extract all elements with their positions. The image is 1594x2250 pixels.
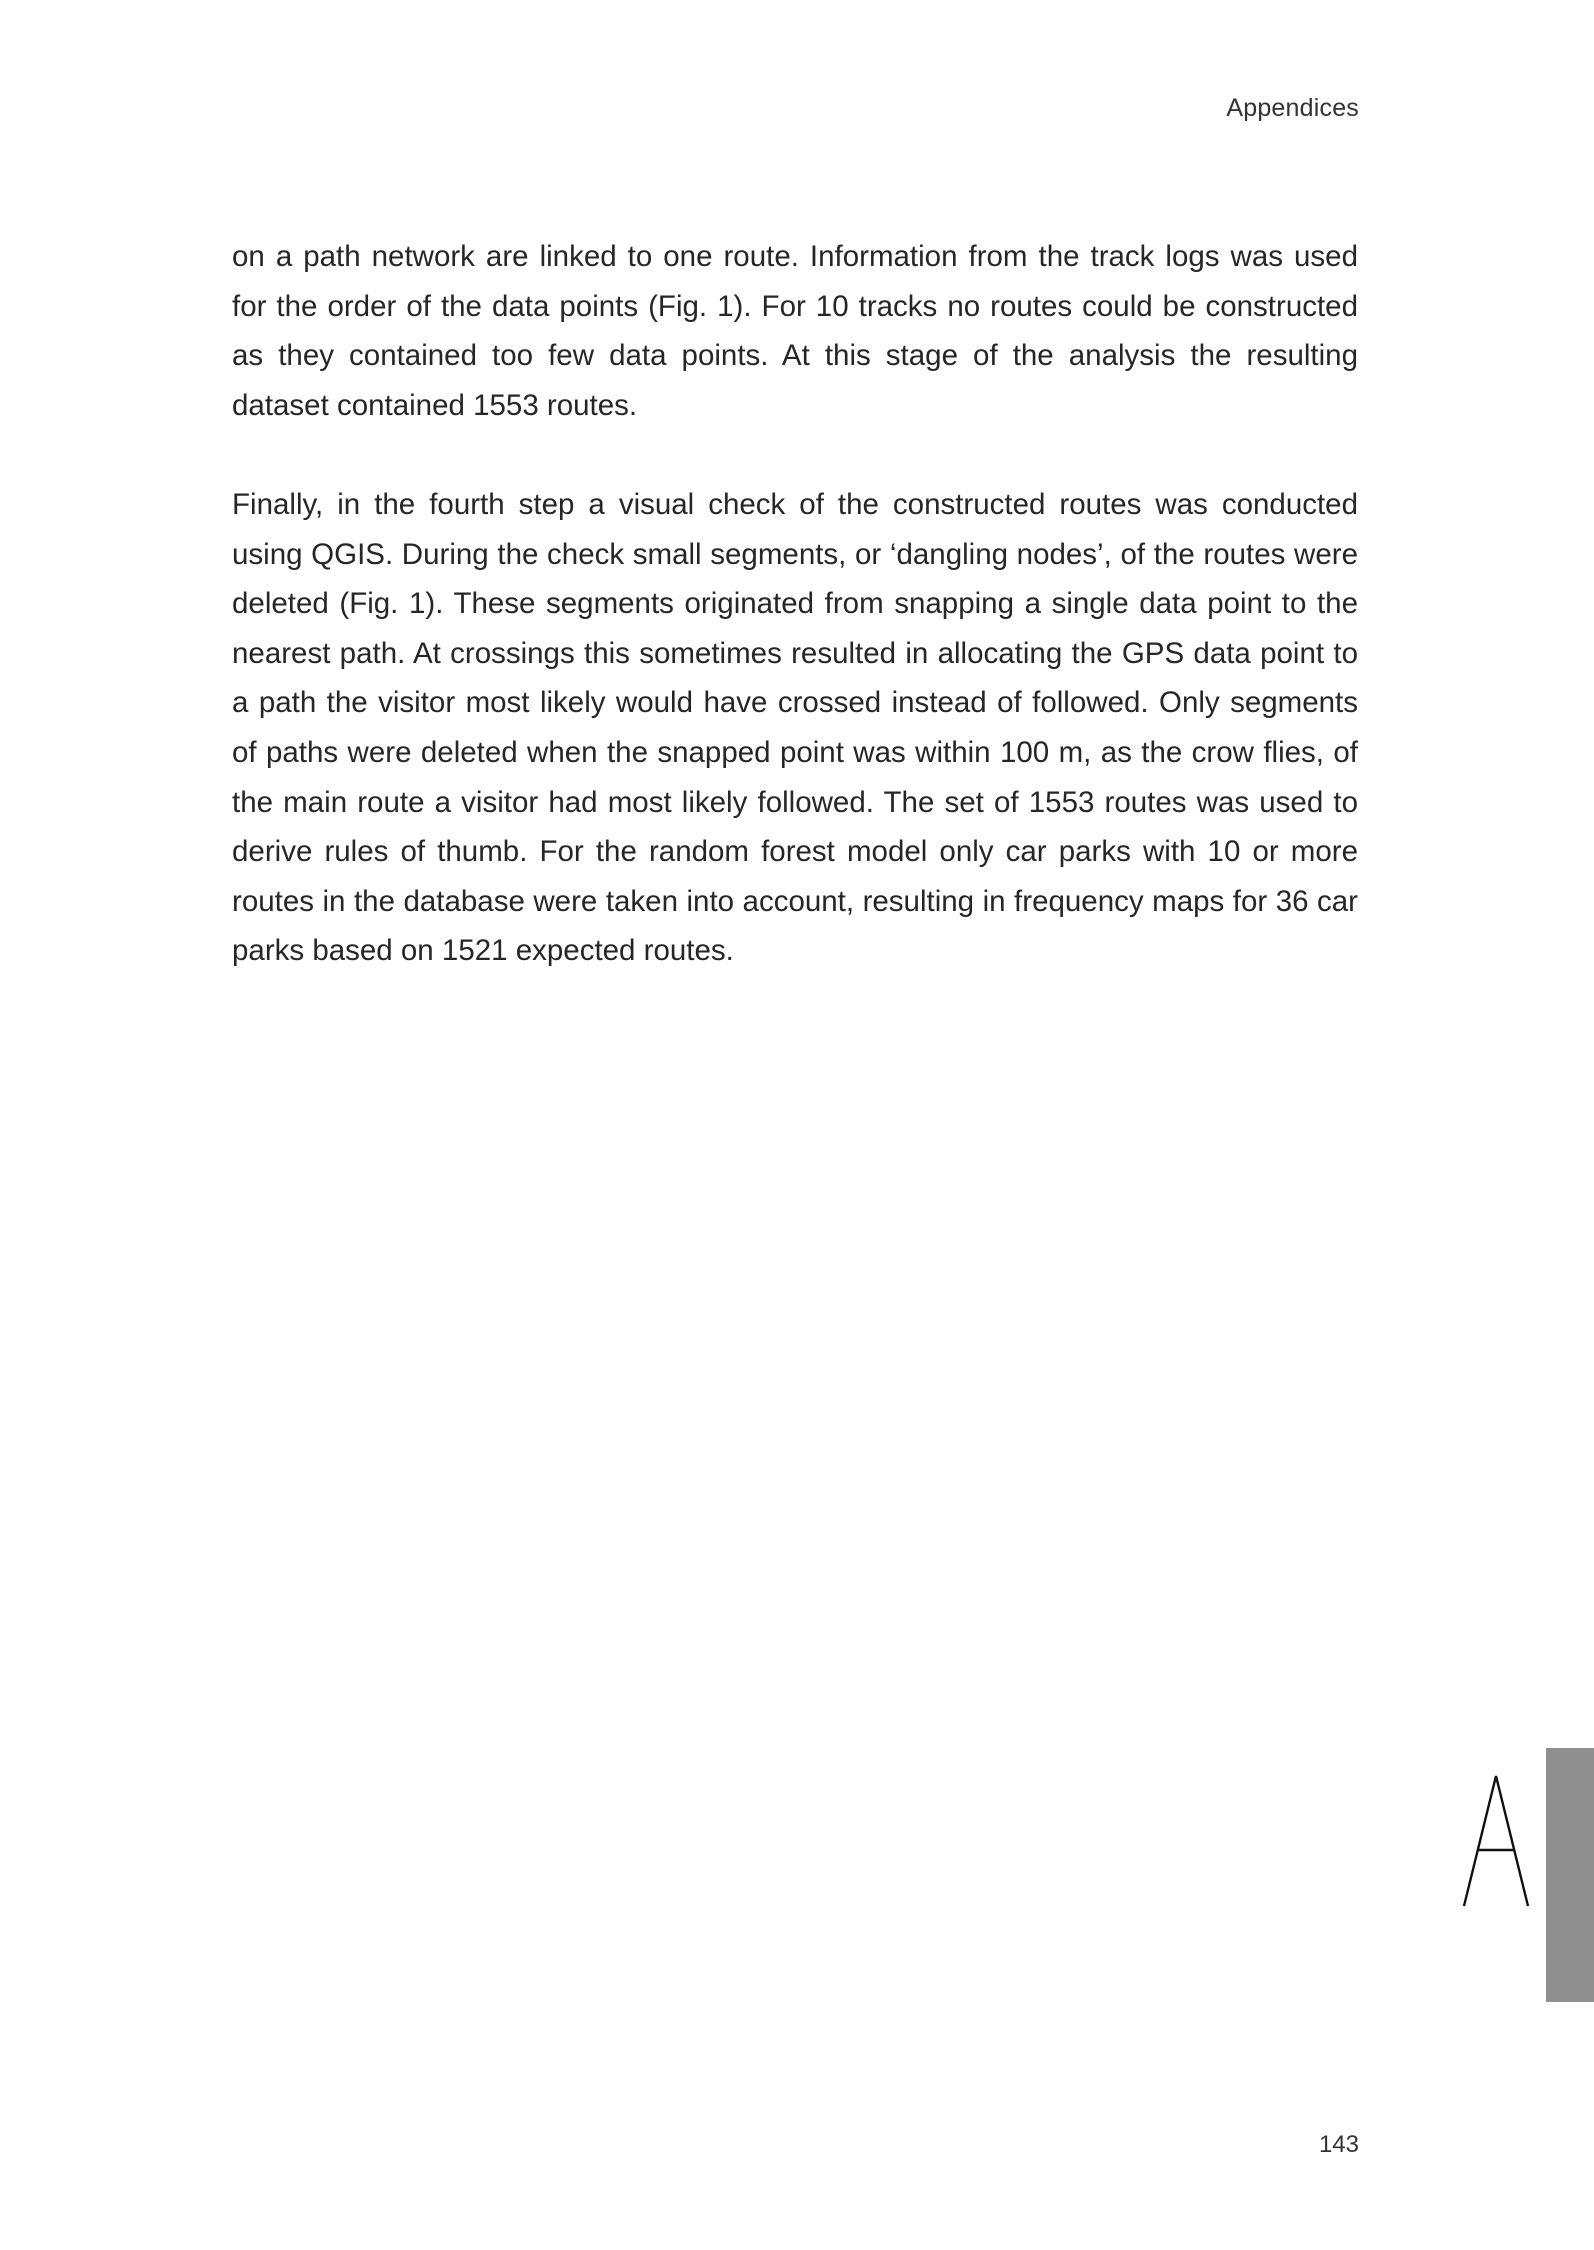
paragraph: on a path network are linked to one route. Information from the track logs was used for the order of the data points (Fig. 1). For 10 tracks no routes could be constructed as they contained too few data points. At this stage of the analysis the resulting dataset contained 1553 routes. [232, 240, 1358, 422]
body-text [232, 232, 1358, 1026]
running-header: Appendices [1226, 94, 1359, 122]
paragraph: Finally, in the fourth step a visual check of the constructed routes was conducted using QGIS. During the check small segments, or ‘dangling nodes’, of the routes were deleted (Fig. 1). These segments originated from snapping a single data point to the nearest path. At crossings this sometimes resulted in allocating the GPS data point to a path the visitor most likely would have crossed instead of followed. Only segments of paths were deleted when the snapped point was within 100 m, as the crow flies, of the main route a visitor had most likely followed. The set of 1553 routes was used to derive rules of thumb. For the random forest model only car parks with 10 or more routes in the database were taken into account, resulting in frequency maps for 36 car parks based on 1521 expected routes. [232, 487, 1358, 968]
appendix-letter [1458, 1770, 1534, 1910]
page-number: 143 [1318, 2131, 1359, 2158]
appendix-tab-marker [1546, 1748, 1594, 2002]
